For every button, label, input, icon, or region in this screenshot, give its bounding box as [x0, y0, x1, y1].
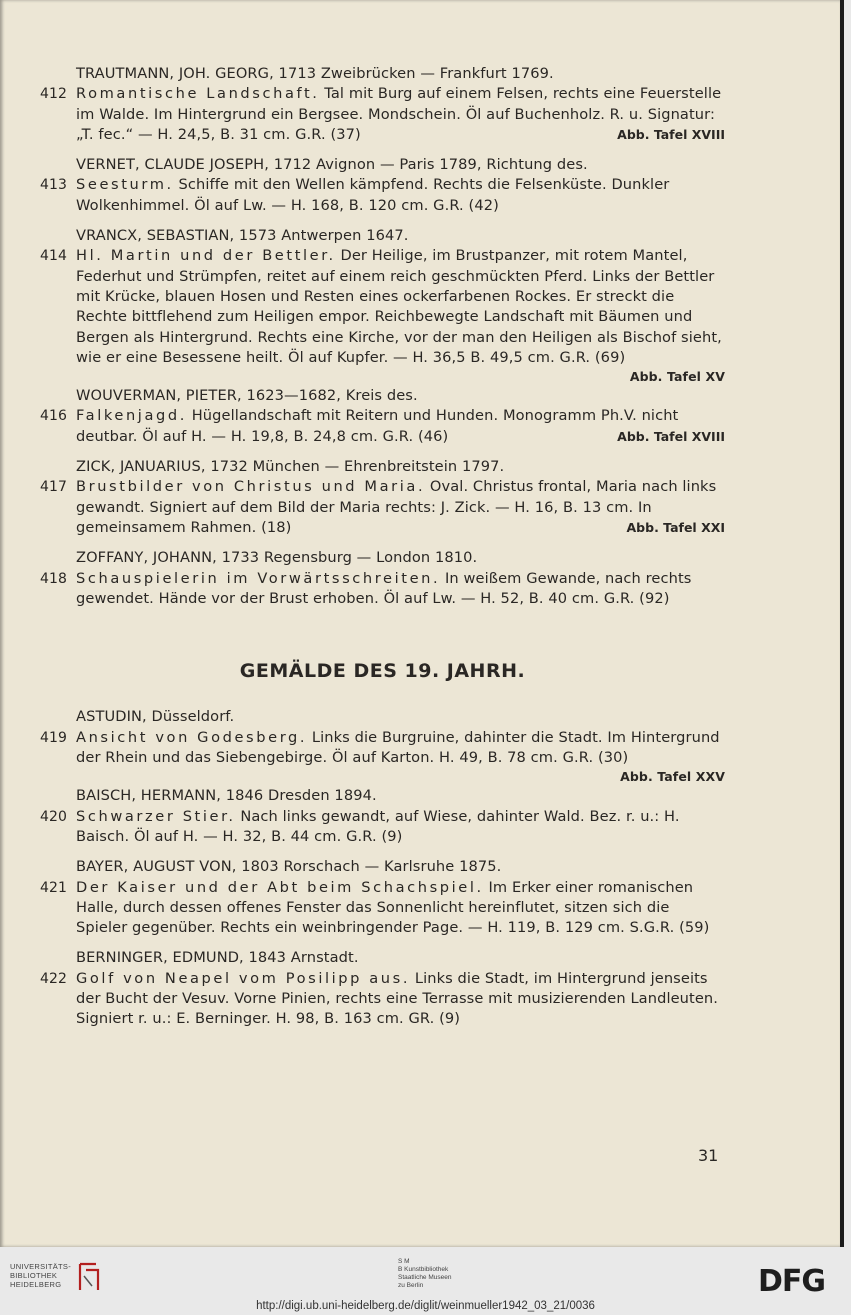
- dfg-logo: DFG: [758, 1264, 826, 1299]
- center-label-line: zu Berlin: [398, 1282, 424, 1289]
- entry-title: Seesturm.: [76, 176, 174, 194]
- entry-number: 420: [40, 808, 68, 825]
- catalog-entry: [40, 175, 725, 216]
- plate-reference: Abb. Tafel XVIII: [617, 428, 725, 444]
- artist-heading: BAYER, AUGUST VON, 1803 Rorschach — Karlsruhe 1875.: [76, 858, 502, 876]
- center-label-line: Staatliche Museen: [398, 1274, 452, 1281]
- entry-text: Links die Burgruine, dahinter die Stadt. Im Hintergrund der Rhein und das Siebengebirge. Öl auf Karton. H. 49, B. 78 cm. G.R. (30): [76, 728, 720, 767]
- entry-text: Der Heilige, im Brustpanzer, mit rotem Mantel, Federhut und Strümpfen, reitet auf einem reich geschmückten Pferd. Links der Bettler mit Krücke, blauen Hosen und Resten eines ockerfarbenen Rockes. Er streckt die Rechte bittflehend zum Heiligen empor. Reichbewegte Landschaft mit Bäumen und Bergen als Hintergrund. Rechts eine Kirche, vor der man den Heiligen als Bischof sieht, wie er eine Besessene heilt. Öl auf Kupfer. — H. 36,5 B. 49,5 cm. G.R. (69): [76, 247, 722, 366]
- catalog-entry: [40, 569, 725, 610]
- uni-label-line: UNIVERSITÄTS-: [10, 1262, 71, 1271]
- entry-title: Schwarzer Stier.: [76, 807, 236, 825]
- entry-title: Falkenjagd.: [76, 407, 187, 425]
- artist-heading: VERNET, CLAUDE JOSEPH, 1712 Avignon — Paris 1789, Richtung des.: [76, 156, 588, 174]
- university-library-label: [10, 1262, 71, 1289]
- section-title: GEMÄLDE DES 19. JAHRH.: [239, 660, 526, 683]
- plate-reference: Abb. Tafel XXI: [626, 519, 725, 535]
- kunstbibliothek-label: [398, 1258, 451, 1290]
- artist-heading: VRANCX, SEBASTIAN, 1573 Antwerpen 1647.: [76, 227, 409, 245]
- viewer-footer: [0, 1252, 851, 1315]
- artist-heading: ASTUDIN, Düsseldorf.: [76, 708, 235, 726]
- center-label-line: S M: [398, 1258, 410, 1265]
- artist-heading: BAISCH, HERMANN, 1846 Dresden 1894.: [76, 787, 377, 805]
- source-url[interactable]: http://digi.ub.uni-heidelberg.de/diglit/weinmueller1942_03_21/0036: [256, 1300, 595, 1312]
- catalog-entry: [40, 807, 725, 848]
- plate-reference: Abb. Tafel XV: [629, 369, 725, 385]
- entry-text: Links die Stadt, im Hintergrund jenseits der Bucht der Vesuv. Vorne Pinien, rechts eine Terrasse mit musizierenden Landleuten. Signiert r. u.: E. Berninger. H. 98, B. 163 cm. GR. (9): [76, 969, 719, 1028]
- artist-heading: WOUVERMAN, PIETER, 1623—1682, Kreis des.: [76, 387, 418, 405]
- uni-label-line: HEIDELBERG: [10, 1280, 62, 1289]
- page-number: 31: [698, 1146, 719, 1165]
- entry-number: 422: [40, 970, 68, 987]
- entry-title: Hl. Martin und der Bettler.: [76, 247, 336, 265]
- artist-heading: ZICK, JANUARIUS, 1732 München — Ehrenbreitstein 1797.: [76, 458, 505, 476]
- catalog-entry: [40, 406, 725, 447]
- entry-text: Oval. Christus frontal, Maria nach links gewandt. Signiert auf dem Bild der Maria rechts: J. Zick. — H. 16, B. 13 cm. In gemeinsamem Rahmen. (18): [76, 478, 717, 536]
- artist-heading: BERNINGER, EDMUND, 1843 Arnstadt.: [76, 949, 359, 967]
- uni-label-line: BIBLIOTHEK: [10, 1271, 58, 1280]
- university-logo-icon: [76, 1260, 102, 1294]
- artist-heading: TRAUTMANN, JOH. GEORG, 1713 Zweibrücken — Frankfurt 1769.: [76, 65, 554, 82]
- entry-number: 417: [40, 479, 68, 496]
- entry-title: Romantische Landschaft.: [76, 85, 320, 103]
- entry-title: Der Kaiser und der Abt beim Schachspiel.: [76, 878, 484, 896]
- entry-number: 414: [40, 248, 68, 265]
- entry-number: 419: [40, 729, 68, 746]
- entry-title: Golf von Neapel vom Posilipp aus.: [76, 969, 411, 987]
- catalog-entry: [40, 969, 725, 1030]
- plate-reference: Abb. Tafel XVIII: [617, 126, 725, 142]
- entry-title: Schauspielerin im Vorwärtsschreiten.: [76, 569, 441, 587]
- catalog-text: [40, 64, 725, 1030]
- catalog-entry: [40, 878, 725, 939]
- catalog-entry: [40, 246, 725, 386]
- entry-text: Im Erker einer romanischen Halle, durch dessen offenes Fenster das Sonnenlicht hereinflutet, sitzen sich die Spieler gegenüber. Rechts ein weinbringender Page. — H. 119, B. 129 cm. S.G.R. (59): [76, 878, 710, 937]
- entry-number: 412: [40, 86, 68, 103]
- catalog-entry: [40, 728, 725, 787]
- entry-text: In weißem Gewande, nach rechts gewendet. Hände vor der Brust erhoben. Öl auf Lw. — H. 52, B. 40 cm. G.R. (92): [76, 569, 692, 607]
- entry-text: Schiffe mit den Wellen kämpfend. Rechts die Felsenküste. Dunkler Wolkenhimmel. Öl auf Lw. — H. 168, B. 120 cm. G.R. (42): [76, 176, 670, 214]
- entry-number: 418: [40, 570, 68, 587]
- entry-text: Nach links gewandt, auf Wiese, dahinter Wald. Bez. r. u.: H. Baisch. Öl auf H. — H. 32, B. 44 cm. G.R. (9): [76, 807, 680, 845]
- catalog-entry: [40, 477, 725, 538]
- entry-text: Tal mit Burg auf einem Felsen, rechts eine Feuerstelle im Walde. Im Hintergrund ein Bergsee. Mondschein. Öl auf Buchenholz. R. u. Signatur: „T. fec.“ — H. 24,5, B. 31 cm. G.R. (37): [76, 85, 722, 143]
- entry-title: Brustbilder von Christus und Maria.: [76, 478, 426, 496]
- catalog-entry: [40, 84, 725, 145]
- entry-title: Ansicht von Godesberg.: [76, 728, 308, 746]
- entry-number: 413: [40, 177, 68, 194]
- entry-number: 416: [40, 408, 68, 425]
- entry-text: Hügellandschaft mit Reitern und Hunden. Monogramm Ph.V. nicht deutbar. Öl auf H. — H. 19,8, B. 24,8 cm. G.R. (46): [76, 407, 679, 445]
- center-label-line: B Kunstbibliothek: [398, 1266, 449, 1273]
- artist-heading: ZOFFANY, JOHANN, 1733 Regensburg — London 1810.: [76, 549, 478, 567]
- entry-number: 421: [40, 879, 68, 896]
- plate-reference: Abb. Tafel XXV: [620, 769, 725, 785]
